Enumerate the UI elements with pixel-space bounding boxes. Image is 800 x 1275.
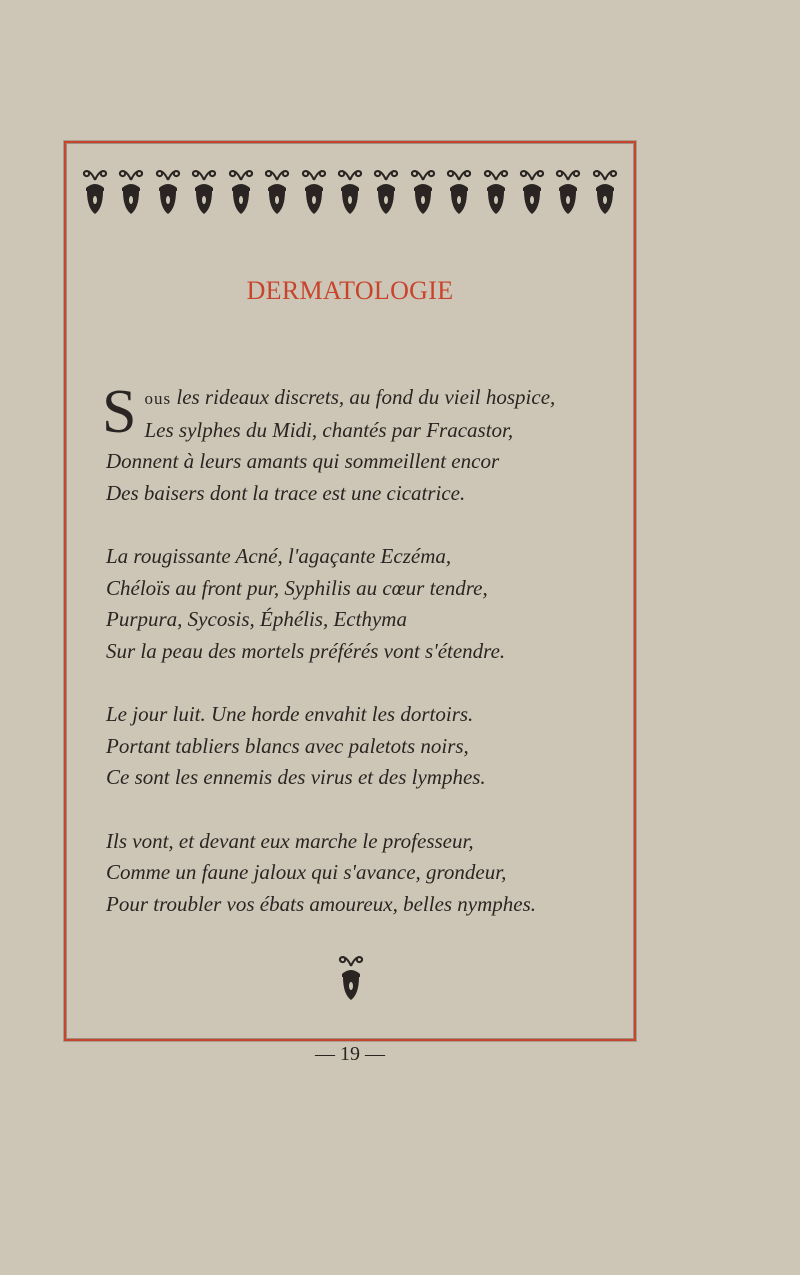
acorn-ornament-icon: [408, 158, 438, 216]
acorn-ornament-icon: [517, 158, 547, 216]
stanza-2: [106, 541, 626, 667]
acorn-ornament-icon: [481, 158, 511, 216]
acorn-ornament-icon: [590, 158, 620, 216]
acorn-ornament-icon: [299, 158, 329, 216]
stanza-1: [102, 378, 626, 509]
poem-line: Le jour luit. Une horde envahit les dortoirs.: [106, 702, 474, 726]
poem-line: Ils vont, et devant eux marche le professeur,: [106, 828, 474, 853]
acorn-ornament-icon: [116, 158, 146, 216]
page-number: — 19 —: [315, 1043, 385, 1065]
poem-line: ous les rideaux discrets, au fond du vieil hospice,: [144, 385, 556, 409]
acorn-ornament-icon: [444, 158, 474, 216]
poem-body: [102, 378, 626, 952]
stanza-4: [106, 826, 626, 921]
poem-line: Les sylphes du Midi, chantés par Fracastor,: [144, 417, 514, 442]
ornament-band: [80, 158, 620, 218]
acorn-ornament-icon: [226, 158, 256, 216]
acorn-ornament-icon: [553, 158, 583, 216]
acorn-ornament-icon: [335, 158, 365, 216]
poem-line: Pour troubler vos ébats amoureux, belles nymphes.: [106, 891, 537, 916]
acorn-ornament-icon: [371, 158, 401, 216]
acorn-ornament-icon: [262, 158, 292, 216]
poem-line: Chéloïs au front pur, Syphilis au cœur tendre,: [106, 575, 488, 600]
poem-line: Donnent à leurs amants qui sommeillent encor: [106, 449, 500, 473]
acorn-ornament-icon: [189, 158, 219, 216]
acorn-ornament-icon: [153, 158, 183, 216]
poem-line: La rougissante Acné, l'agaçante Eczéma,: [106, 544, 452, 568]
stanza-3: [106, 699, 626, 794]
poem-line: Des baisers dont la trace est une cicatrice.: [106, 480, 466, 505]
acorn-ornament-icon: [80, 158, 110, 216]
poem-title: DERMATOLOGIE: [246, 276, 454, 305]
poem-line: Comme un faune jaloux qui s'avance, grondeur,: [106, 860, 507, 884]
poem-line: Purpura, Sycosis, Éphélis, Ecthyma: [106, 607, 407, 631]
acorn-ornament-icon: [336, 944, 366, 1002]
poem-line: Ce sont les ennemis des virus et des lymphes.: [106, 765, 486, 789]
poem-line: Sur la peau des mortels préférés vont s'étendre.: [106, 638, 506, 663]
poem-line: Portant tabliers blancs avec paletots noirs,: [106, 733, 469, 758]
drop-cap: S: [102, 378, 137, 446]
